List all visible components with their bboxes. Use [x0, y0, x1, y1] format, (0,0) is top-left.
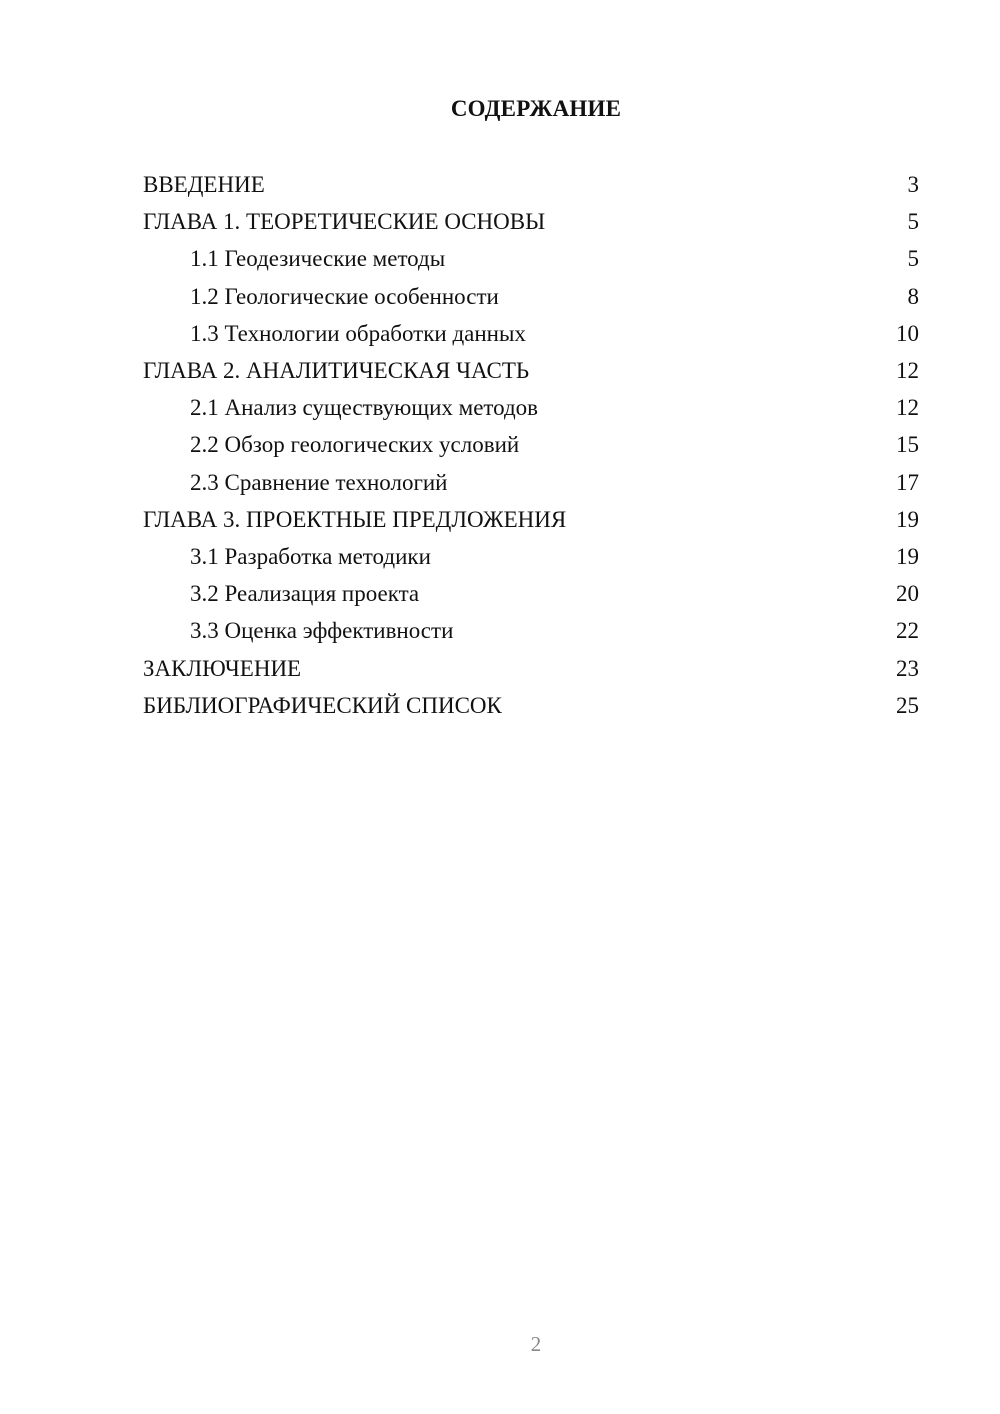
toc-item-page: 20: [896, 581, 919, 607]
toc-item-label: 1.1 Геодезические методы: [190, 246, 446, 272]
toc-item-label: ВВЕДЕНИЕ: [143, 172, 265, 198]
toc-item-page: 22: [896, 618, 919, 644]
toc-item-label: 1.3 Технологии обработки данных: [190, 320, 526, 346]
toc-item-section-3-2: [143, 575, 919, 612]
toc-item-section-3-3: [143, 612, 919, 649]
toc-item-label: ЗАКЛЮЧЕНИЕ: [143, 655, 302, 681]
toc-item-page: 8: [907, 283, 919, 309]
toc-item-page: 15: [896, 432, 919, 458]
toc-item-chapter-3: [143, 501, 919, 538]
toc-item-section-3-1: [143, 538, 919, 575]
toc-item-label: 1.2 Геологические особенности: [190, 283, 499, 309]
toc-item-label: ГЛАВА 3. ПРОЕКТНЫЕ ПРЕДЛОЖЕНИЯ: [143, 506, 567, 532]
toc-item-section-1-1: [143, 240, 919, 277]
toc-item-introduction: [143, 166, 919, 203]
toc-item-section-2-1: [143, 389, 919, 426]
toc-item-conclusion: [143, 649, 919, 686]
toc-item-label: 3.1 Разработка методики: [190, 543, 431, 569]
toc-item-page: 23: [896, 655, 919, 681]
toc-item-label: БИБЛИОГРАФИЧЕСКИЙ СПИСОК: [143, 692, 502, 718]
toc-item-page: 19: [896, 506, 919, 532]
toc-item-label: 2.2 Обзор геологических условий: [190, 432, 520, 458]
toc-item-section-2-2: [143, 426, 919, 463]
toc-item-chapter-2: [143, 352, 919, 389]
toc-item-page: 19: [896, 543, 919, 569]
toc-item-label: 2.1 Анализ существующих методов: [190, 395, 539, 421]
toc-item-section-1-2: [143, 278, 919, 315]
toc-item-page: 5: [907, 209, 919, 235]
page-number: 2: [530, 1332, 542, 1356]
toc-item-label: ГЛАВА 1. ТЕОРЕТИЧЕСКИЕ ОСНОВЫ: [143, 209, 546, 235]
toc-item-page: 17: [896, 469, 919, 495]
toc-title: СОДЕРЖАНИЕ: [450, 96, 622, 121]
toc-item-chapter-1: [143, 203, 919, 240]
toc-item-label: 3.2 Реализация проекта: [190, 581, 420, 607]
toc-item-label: 3.3 Оценка эффективности: [190, 618, 454, 644]
toc-item-label: ГЛАВА 2. АНАЛИТИЧЕСКАЯ ЧАСТЬ: [143, 358, 530, 384]
toc-item-section-2-3: [143, 464, 919, 501]
toc-item-page: 12: [896, 395, 919, 421]
toc-item-page: 10: [896, 320, 919, 346]
toc-item-page: 5: [907, 246, 919, 272]
table-of-contents: [143, 166, 919, 724]
toc-item-page: 25: [896, 692, 919, 718]
toc-item-label: 2.3 Сравнение технологий: [190, 469, 448, 495]
toc-item-section-1-3: [143, 315, 919, 352]
toc-item-page: 3: [907, 172, 919, 198]
toc-item-page: 12: [896, 358, 919, 384]
toc-item-bibliography: [143, 687, 919, 724]
